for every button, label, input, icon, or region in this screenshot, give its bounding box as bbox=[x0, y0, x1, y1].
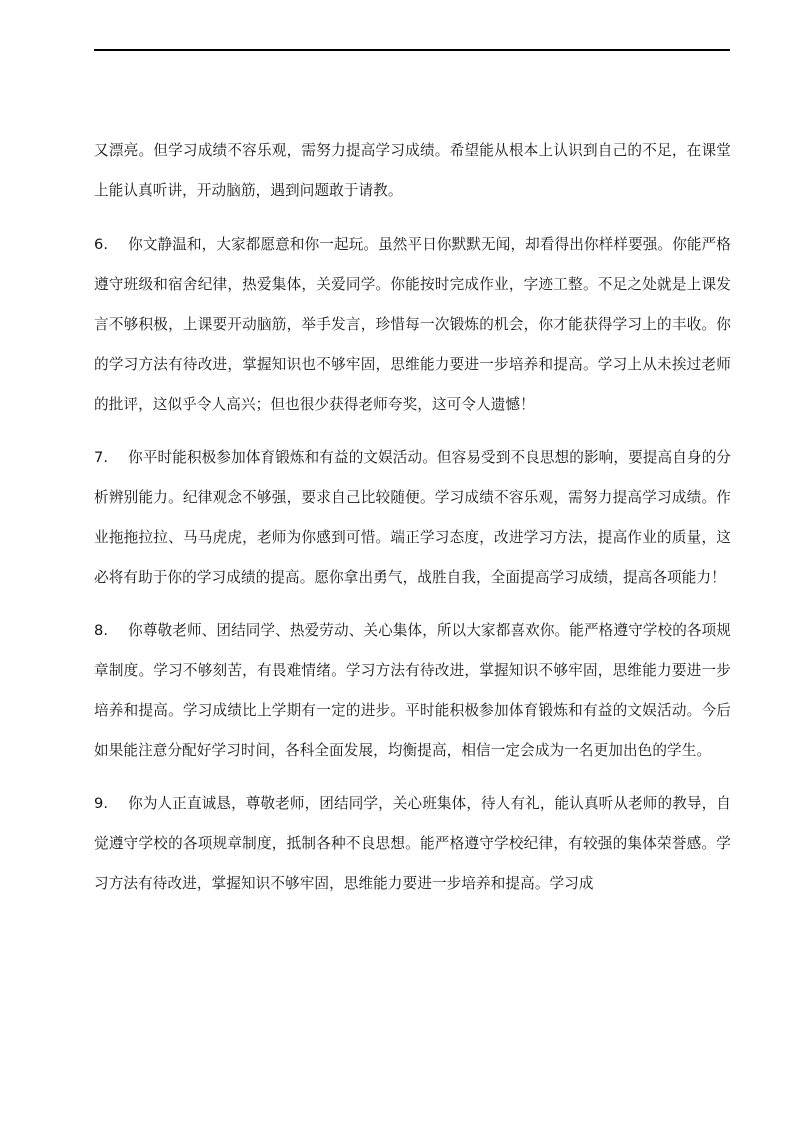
header-text bbox=[94, 55, 730, 95]
list-item-number: 8. bbox=[94, 622, 109, 639]
list-item-6 bbox=[94, 225, 731, 425]
document-body bbox=[94, 131, 731, 904]
list-item-9 bbox=[94, 784, 731, 904]
list-item-number: 9. bbox=[94, 795, 109, 812]
paragraph-text: 你文静温和，大家都愿意和你一起玩。虽然平日你默默无闻，却看得出你样样要强。你能严格遵守班级和宿舍纪律，热爱集体，关爱同学。你能按时完成作业，字迹工整。不足之处就是上课发言不够积极，上课要开动脑筋，举手发言，珍惜每一次锻炼的机会，你才能获得学习上的丰收。你的学习方法有待改进，掌握知识也不够牢固，思维能力要进一步培养和提高。学习上从未挨过老师的批评，这似乎令人高兴；但也很少获得老师夸奖，这可令人遗憾！ bbox=[94, 236, 731, 413]
list-item-7 bbox=[94, 438, 731, 598]
paragraph-text: 你平时能积极参加体育锻炼和有益的文娱活动。但容易受到不良思想的影响，要提高自身的分析辨别能力。纪律观念不够强，要求自己比较随便。学习成绩不容乐观，需努力提高学习成绩。作业拖拖拉拉、马马虎虎，老师为你感到可惜。端正学习态度，改进学习方法，提高作业的质量，这必将有助于你的学习成绩的提高。愿你拿出勇气，战胜自我，全面提高学习成绩，提高各项能力！ bbox=[94, 449, 731, 586]
list-item-number: 6. bbox=[94, 236, 109, 253]
paragraph-text: 你为人正直诚恳，尊敬老师，团结同学，关心班集体，待人有礼，能认真听从老师的教导，自觉遵守学校的各项规章制度，抵制各种不良思想。能严格遵守学校纪律，有较强的集体荣誉感。学习方法有待改进，掌握知识不够牢固，思维能力要进一步培养和提高。学习成 bbox=[94, 795, 731, 892]
header-divider-rule bbox=[94, 49, 730, 51]
page-header bbox=[0, 0, 793, 96]
paragraph-continued bbox=[94, 131, 731, 211]
paragraph-text: 又漂亮。但学习成绩不容乐观，需努力提高学习成绩。希望能从根本上认识到自己的不足，在课堂上能认真听讲，开动脑筋，遇到问题敢于请教。 bbox=[94, 142, 731, 199]
list-item-number: 7. bbox=[94, 449, 109, 466]
list-item-8 bbox=[94, 611, 731, 771]
paragraph-text: 你尊敬老师、团结同学、热爱劳动、关心集体，所以大家都喜欢你。能严格遵守学校的各项规章制度。学习不够刻苦，有畏难情绪。学习方法有待改进，掌握知识不够牢固，思维能力要进一步培养和提高。学习成绩比上学期有一定的进步。平时能积极参加体育锻炼和有益的文娱活动。今后如果能注意分配好学习时间，各科全面发展，均衡提高，相信一定会成为一名更加出色的学生。 bbox=[94, 622, 731, 759]
